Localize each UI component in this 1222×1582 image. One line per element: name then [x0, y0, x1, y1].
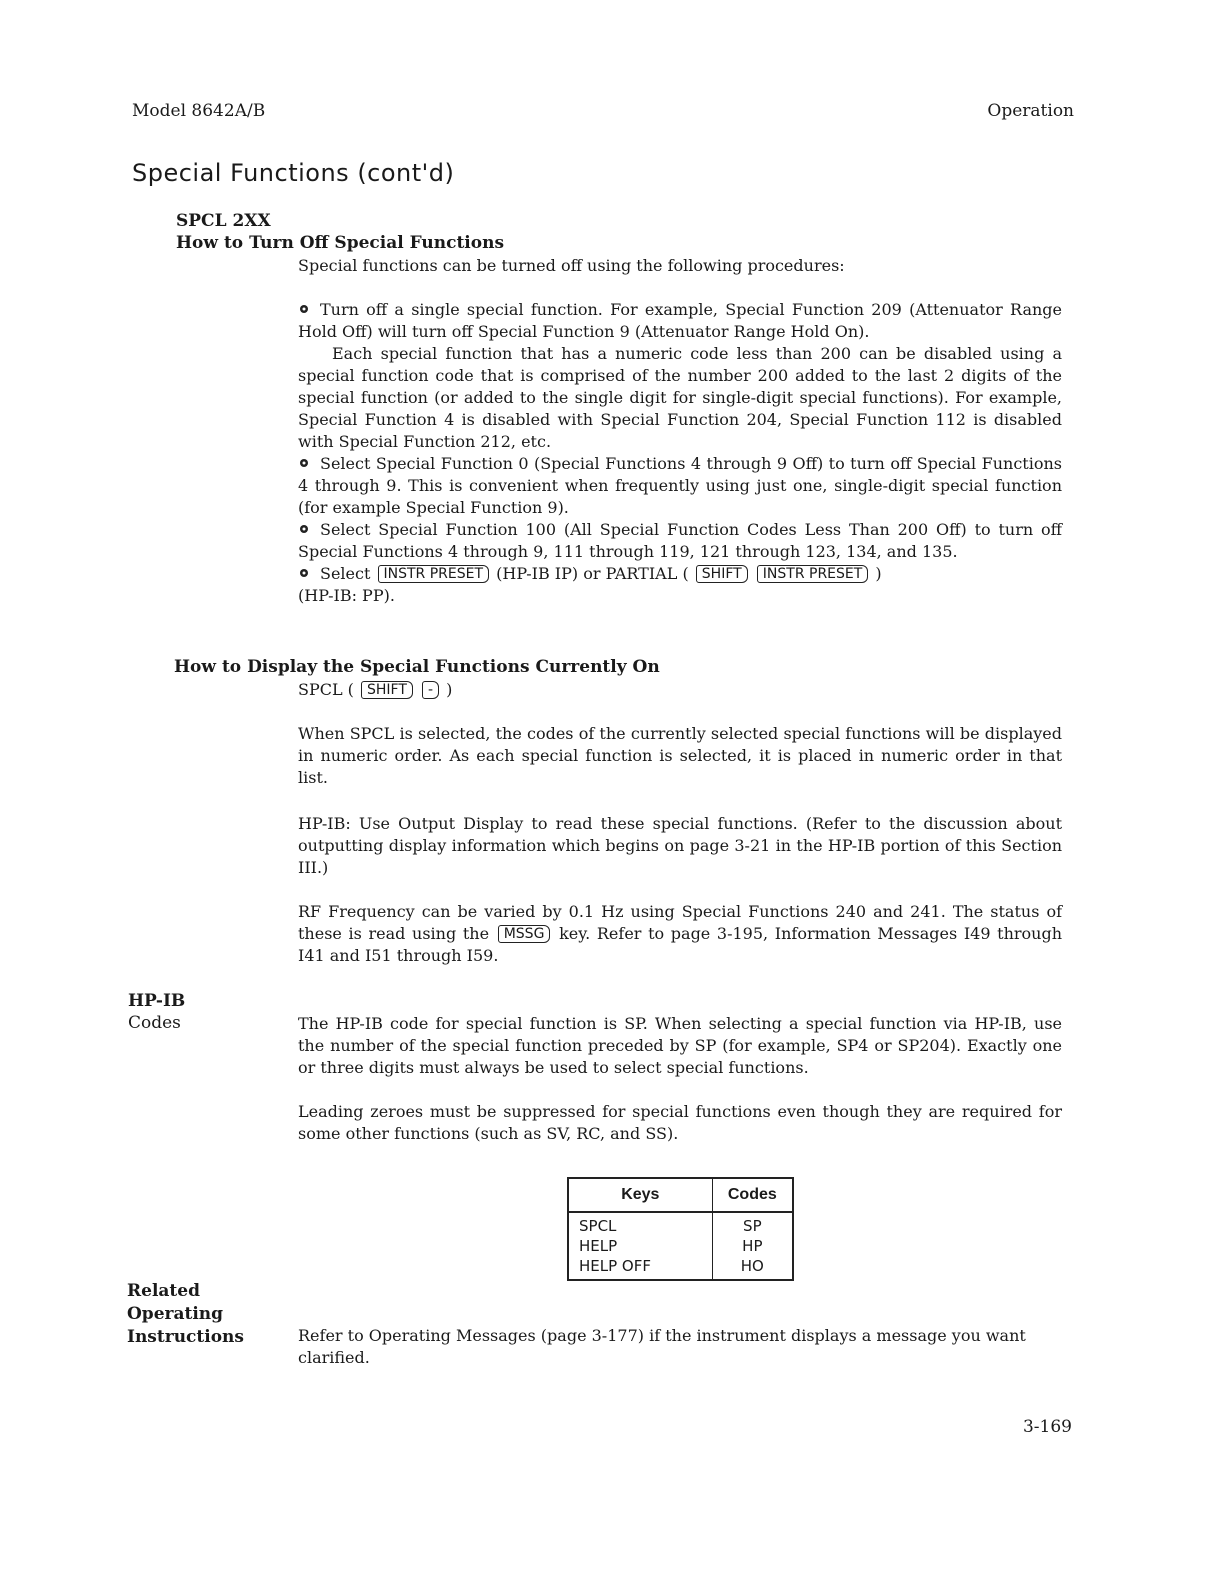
bullet-item — [298, 453, 1062, 519]
spcl-key-sequence — [298, 679, 452, 701]
label-line: HP-IB — [128, 991, 186, 1011]
label-line: Codes — [128, 1013, 181, 1033]
code-cell: HP — [712, 1236, 793, 1256]
display-paragraph: HP-IB: Use Output Display to read these special functions. (Refer to the discussion about outputting display information which begins on page 3-21 in the HP-IB portion of this Section III.) — [298, 814, 1062, 877]
key-cell: SPCL — [579, 1217, 617, 1235]
hpib-codes-table — [567, 1177, 794, 1281]
bullet-item — [298, 519, 1062, 563]
code-cell: SP — [712, 1212, 793, 1236]
bullet-icon — [298, 523, 310, 535]
header-section: Operation — [987, 101, 1074, 121]
display-paragraph — [298, 901, 1062, 967]
bullet-icon — [298, 457, 310, 469]
label-line: Instructions — [127, 1327, 244, 1347]
bullet-detail: Each special function that has a numeric code less than 200 can be disabled using a special function code that is comprised of the number 200 added to the last 2 digits of the special function (or added to the single digit for single-digit special functions). For example, Special Function 4 is disabled with Special Function 204, Special Function 112 is disabled with Special Function 212, etc. — [298, 344, 1062, 451]
mssg-key: MSSG — [498, 925, 551, 943]
turn-off-intro: Special functions can be turned off using the following procedures: — [298, 256, 845, 275]
page-number: 3-169 — [1022, 1417, 1072, 1437]
table-row — [568, 1236, 793, 1256]
bullet-text: Select Special Function 0 (Special Functions 4 through 9 Off) to turn off Special Functions 4 through 9. This is convenient when frequently using just one, single-digit special function (for example Special Function 9). — [298, 454, 1062, 517]
bullet-icon — [298, 303, 310, 315]
display-paragraph: When SPCL is selected, the codes of the currently selected special functions will be displayed in numeric order. As each special function is selected, it is placed in numeric order in that list. — [298, 724, 1062, 787]
turn-off-heading: How to Turn Off Special Functions — [176, 233, 505, 253]
bullet-item — [298, 299, 1062, 343]
hpib-paragraph: Leading zeroes must be suppressed for special functions even though they are required for some other functions (such as SV, RC, and SS). — [298, 1102, 1062, 1143]
bullet-list — [298, 299, 1062, 607]
shift-key: SHIFT — [361, 681, 413, 699]
spcl-label: SPCL ( — [298, 680, 354, 699]
bullet-hpib-code: (HP-IB: PP). — [298, 586, 395, 605]
instr-preset-key: INSTR PRESET — [757, 565, 869, 583]
page-title: Special Functions (cont'd) — [132, 159, 455, 187]
related-text: Refer to Operating Messages (page 3-177) if the instrument displays a message you want clarified. — [298, 1326, 1026, 1367]
hpib-label — [128, 990, 185, 1034]
spcl-label: ) — [446, 680, 453, 699]
bullet-text: Select — [320, 564, 371, 583]
column-header: Keys — [568, 1178, 712, 1212]
bullet-text: ) — [875, 564, 882, 583]
bullet-icon — [298, 567, 310, 579]
column-header: Codes — [712, 1178, 793, 1212]
key-cell: HELP OFF — [579, 1257, 651, 1275]
instr-preset-key: INSTR PRESET — [378, 565, 490, 583]
display-heading: How to Display the Special Functions Currently On — [174, 657, 660, 677]
related-label — [127, 1280, 244, 1349]
key-cell: HELP — [579, 1237, 618, 1255]
header-model: Model 8642A/B — [132, 101, 266, 121]
minus-key: - — [422, 681, 439, 699]
bullet-item — [298, 563, 1062, 585]
bullet-text: (HP-IB IP) or PARTIAL ( — [496, 564, 689, 583]
bullet-text: Turn off a single special function. For example, Special Function 209 (Attenuator Range Hold Off) will turn off Special Function 9 (Attenuator Range Hold On). — [298, 300, 1062, 341]
label-line: Related — [127, 1281, 200, 1301]
code-cell: HO — [712, 1256, 793, 1280]
spcl2xx-heading: SPCL 2XX — [176, 211, 271, 231]
table-row — [568, 1256, 793, 1280]
paragraph-text: key. Refer to page 3-195, Information Messages I49 through I41 and I51 through I59. — [298, 924, 1063, 965]
table-row — [568, 1212, 793, 1236]
bullet-text: Select Special Function 100 (All Special Function Codes Less Than 200 Off) to turn off Special Functions 4 through 9, 111 through 119, 121 through 123, 134, and 135. — [298, 520, 1062, 561]
shift-key: SHIFT — [696, 565, 748, 583]
label-line: Operating — [127, 1304, 224, 1324]
hpib-paragraph: The HP-IB code for special function is SP. When selecting a special function via HP-IB, use the number of the special function preceded by SP (for example, SP4 or SP204). Exactly one or three digits must always be used to select special functions. — [298, 1014, 1062, 1077]
paragraph-text: RF Frequency can be varied by 0.1 Hz using Special Functions 240 and 241. The status of these is read using the — [298, 902, 1062, 943]
